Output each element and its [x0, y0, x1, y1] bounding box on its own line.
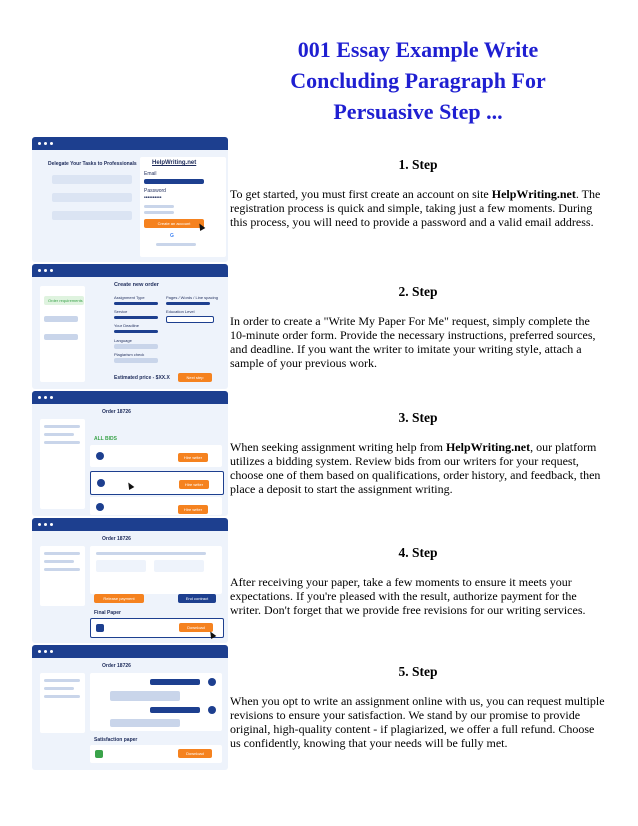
hire-writer-button[interactable]: Hire writer — [178, 453, 208, 462]
window-dot-icon — [44, 650, 47, 653]
screenshot-bids — [32, 391, 228, 516]
pages-select[interactable] — [166, 302, 210, 305]
step-heading: 4. Step — [398, 545, 438, 560]
language-select[interactable] — [114, 344, 158, 349]
service-select[interactable] — [114, 316, 158, 319]
window-dot-icon — [44, 142, 47, 145]
document-icon — [96, 624, 104, 632]
chat-panel — [90, 673, 222, 731]
window-dot-icon — [50, 142, 53, 145]
bid-row — [90, 445, 222, 467]
step-text: After receiving your paper, take a few moments to ensure it meets your expectations. If you're pleased with the result, authorize payment for the writer. Don't forget that we provide free revisions for our writing services. — [230, 575, 586, 617]
assignment-type-select[interactable] — [114, 302, 158, 305]
card-side-label: Delegate Your Tasks to Professionals — [48, 161, 137, 167]
signup-form: HelpWriting.net Email Password •••••••••• Create an account G — [140, 157, 226, 257]
screenshot-registration — [32, 137, 228, 262]
brand-name: HelpWriting.net — [445, 440, 531, 454]
step-text: To get started, you must first create an account on site HelpWriting.net. The registration process is quick and simple, taking just a few moments. During this process, you will need to provide a password and a valid email address. — [230, 187, 601, 229]
education-level-select[interactable] — [166, 316, 214, 323]
next-step-button[interactable]: Next step — [178, 373, 212, 382]
window-titlebar — [32, 645, 228, 658]
step-heading: 3. Step — [398, 410, 438, 425]
screenshot-revisions — [32, 645, 228, 770]
window-dot-icon — [50, 396, 53, 399]
final-paper-label: Final Paper — [94, 610, 121, 616]
avatar — [96, 452, 104, 460]
window-dot-icon — [38, 142, 41, 145]
cursor-icon — [126, 481, 135, 490]
avatar — [97, 479, 105, 487]
avatar — [208, 706, 216, 714]
password-field[interactable]: •••••••••• — [144, 195, 162, 201]
create-account-button[interactable]: Create an account — [144, 219, 204, 228]
cursor-icon — [197, 222, 206, 231]
step-heading: 1. Step — [398, 157, 438, 172]
screenshot-payment — [32, 518, 228, 643]
step-4 — [230, 545, 606, 617]
bid-row — [90, 497, 222, 515]
window-titlebar — [32, 264, 228, 277]
chat-bubble — [150, 707, 200, 713]
window-dot-icon — [38, 396, 41, 399]
step-heading: 2. Step — [398, 284, 438, 299]
release-payment-button[interactable]: Release payment — [94, 594, 144, 603]
paper-row — [90, 745, 222, 763]
order-form-title: Create new order — [114, 282, 159, 288]
hire-writer-button[interactable]: Hire writer — [179, 480, 209, 489]
step-text: When seeking assignment writing help from HelpWriting.net, our platform utilizes a bidding system. Review bids from our writers for your request, choose one of them based on qualifications, order history, and feedback, then place a deposit to start the assignment writing. — [230, 440, 601, 496]
document-icon — [95, 750, 103, 758]
satisfaction-paper-label: Satisfaction paper — [94, 737, 138, 743]
step-5 — [230, 664, 606, 750]
window-dot-icon — [44, 396, 47, 399]
avatar — [208, 678, 216, 686]
step-3 — [230, 410, 606, 496]
order-sidebar: Order requirements — [40, 286, 85, 382]
page-title: 001 Essay Example Write Concluding Paragraph For Persuasive Step ... — [290, 37, 546, 124]
step-text: In order to create a "Write My Paper For Me" request, simply complete the 10-minute order form. Provide the necessary instructions, preferred sources, and deadline. If you want the writer to imitate your writing style, attach a sample of your previous work. — [230, 314, 596, 370]
window-titlebar — [32, 137, 228, 150]
window-dot-icon — [50, 269, 53, 272]
step-heading: 5. Step — [398, 664, 438, 679]
window-dot-icon — [38, 269, 41, 272]
download-button[interactable]: Download — [178, 749, 212, 758]
order-number: Order 18726 — [102, 409, 131, 415]
end-contract-button[interactable]: End contract — [178, 594, 216, 603]
all-bids-label: ALL BIDS — [94, 436, 117, 442]
bid-row — [90, 471, 224, 495]
estimated-price: Estimated price - $XX.X — [114, 375, 170, 381]
chat-bubble — [110, 691, 180, 701]
final-paper-row — [90, 618, 224, 638]
hire-writer-button[interactable]: Hire writer — [178, 505, 208, 514]
google-icon[interactable]: G — [170, 233, 174, 239]
window-dot-icon — [44, 269, 47, 272]
download-button[interactable]: Download — [179, 623, 213, 632]
brand-name: HelpWriting.net — [491, 187, 576, 201]
deadline-field[interactable] — [114, 330, 158, 333]
window-dot-icon — [44, 523, 47, 526]
window-dot-icon — [50, 650, 53, 653]
window-dot-icon — [38, 523, 41, 526]
window-dot-icon — [50, 523, 53, 526]
order-number: Order 18726 — [102, 536, 131, 542]
email-field[interactable] — [144, 179, 204, 184]
step-text: When you opt to write an assignment online with us, you can request multiple revisions to ensure your satisfaction. We stand by our promise to provide original, high-quality content - if plagiarized, we offer a full refund. Choose us confidently, knowing that your needs will be fully met. — [230, 694, 605, 750]
step-2 — [230, 284, 606, 370]
chat-bubble — [110, 719, 180, 727]
window-titlebar — [32, 391, 228, 404]
window-dot-icon — [38, 650, 41, 653]
avatar — [96, 503, 104, 511]
window-titlebar — [32, 518, 228, 531]
helpwriting-logo: HelpWriting.net — [152, 160, 197, 166]
step-1 — [230, 157, 606, 229]
chat-bubble — [150, 679, 200, 685]
cursor-icon — [208, 630, 217, 639]
screenshot-order-form: Order requirements Create new order Assignment Type Pages / Words / Line spacing Service Education Level Your Deadline Language Plagiarism check Estimated price - $XX.X Next step — [32, 264, 228, 389]
order-number: Order 18726 — [102, 663, 131, 669]
